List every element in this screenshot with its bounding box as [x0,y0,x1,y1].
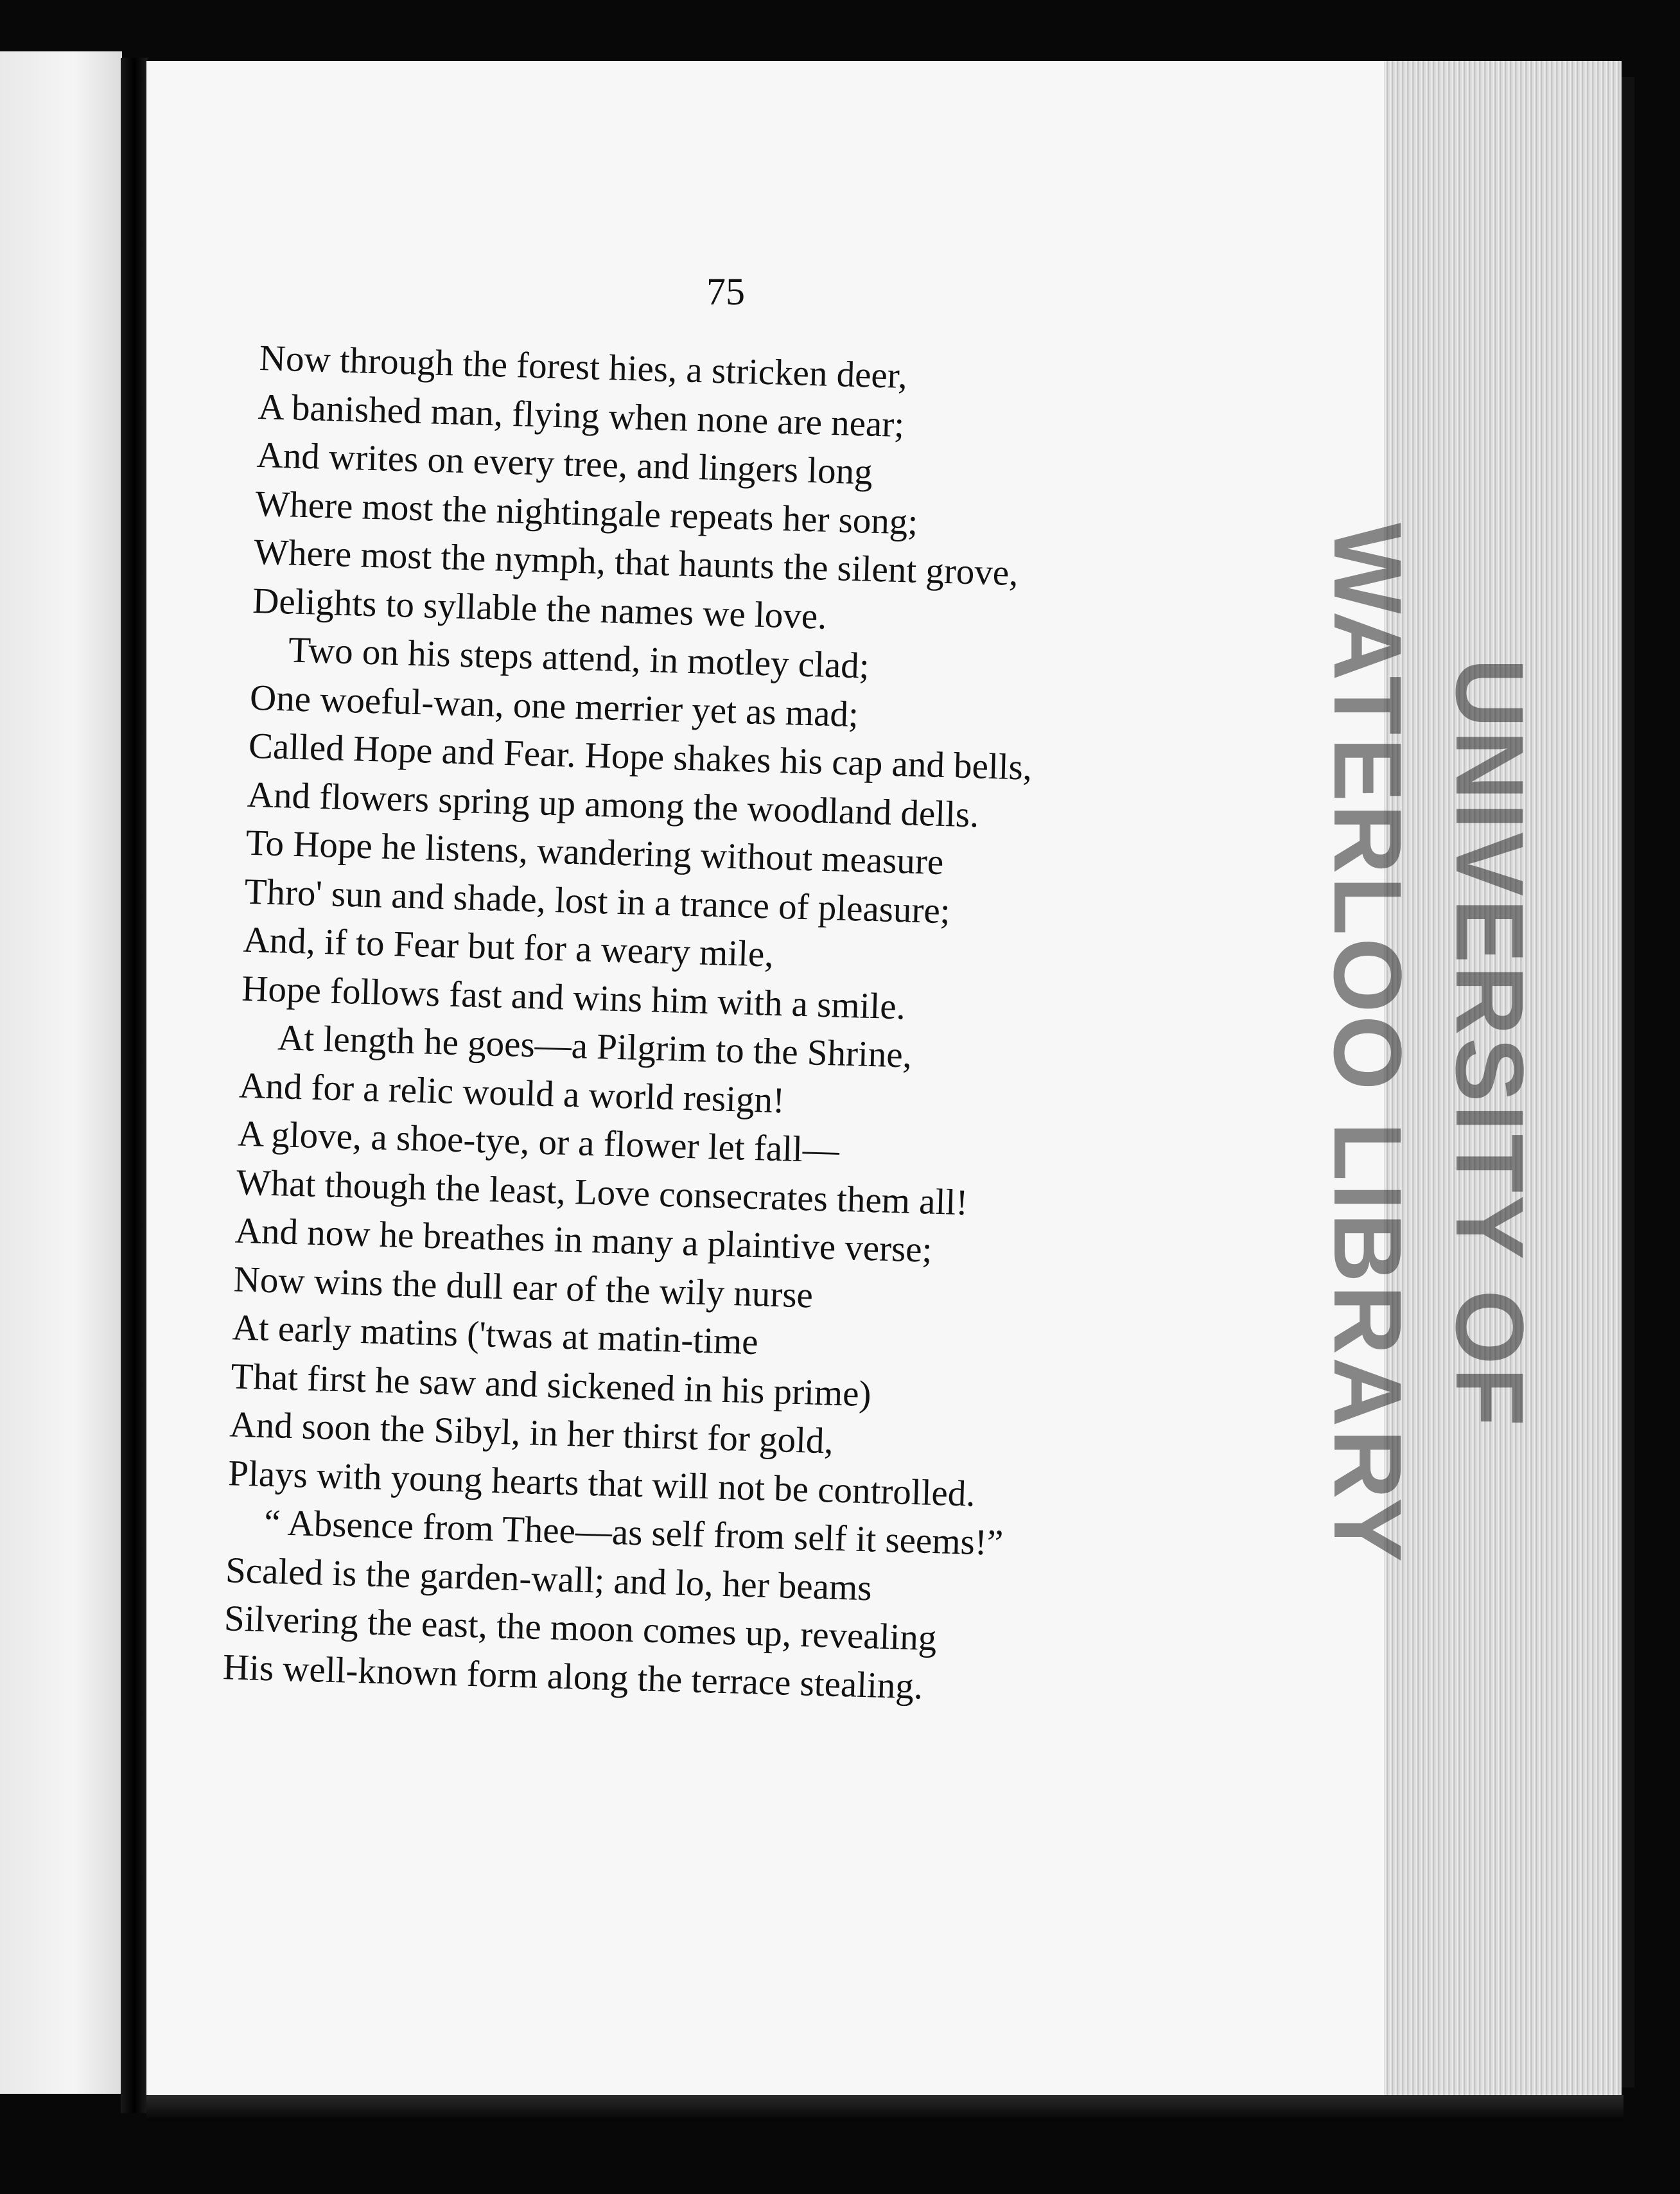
poem-line: Where most the nymph, that haunts the silent grove, [253,531,1019,594]
poem-line: At early matins ('twas at matin-time [231,1307,759,1363]
poem-line: A glove, a shoe-tye, or a flower let fall— [237,1113,840,1171]
page-number: 75 [706,270,745,313]
poem-line: Now through the forest hies, a stricken deer, [259,337,908,397]
book-gutter [121,58,148,2113]
poem-line: Thro' sun and shade, lost in a trance of pleasure; [243,871,951,931]
poem-line: Plays with young hearts that will not be controlled. [227,1452,976,1514]
library-stamp: UNIVERSITY OF WATERLOO LIBRARY [1314,522,1544,1565]
poem-line: And for a relic would a world resign! [238,1065,785,1121]
poem-line: Where most the nightingale repeats her song; [254,483,919,543]
poem-line: And writes on every tree, and lingers long [256,434,873,493]
poem-line: And now he breathes in many a plaintive verse; [234,1210,933,1270]
poem-line: And soon the Sibyl, in her thirst for gold, [229,1404,834,1462]
poem-line: To Hope he listens, wandering without measure [245,822,945,883]
poem-line: At length he goes—a Pilgrim to the Shrine, [277,1017,913,1076]
poem-line: What though the least, Love consecrates them all! [236,1161,969,1223]
poem-line: Silvering the east, the moon comes up, revealing [223,1598,938,1659]
poem-line: And, if to Fear but for a weary mile, [242,919,774,975]
poem-line: Delights to syllable the names we love. [252,580,828,637]
poem-line: That first he saw and sickened in his prime) [230,1355,872,1414]
poem-line: Called Hope and Fear. Hope shakes his cap and bells, [248,725,1033,788]
poem-line: And flowers spring up among the woodland dells. [247,774,980,836]
poem-line: “ Absence from Thee—as self from self it seems!” [263,1502,1004,1564]
poem-line: One woeful-wan, one merrier yet as mad; [249,677,859,735]
poem-text [222,334,1390,1723]
poem-line: Hope follows fast and wins him with a smile. [241,968,906,1027]
poem-line: A banished man, flying when none are near; [257,386,906,445]
poem-line: Now wins the dull ear of the wily nurse [233,1258,814,1316]
bottom-shadow [146,2095,1623,2121]
left-facing-page [0,51,122,2094]
poem-line: Scaled is the garden-wall; and lo, her beams [225,1549,873,1608]
edge-shadow [1622,77,1634,2087]
poem-line: Two on his steps attend, in motley clad; [288,629,870,687]
poem-line: His well-known form along the terrace stealing. [222,1646,924,1707]
